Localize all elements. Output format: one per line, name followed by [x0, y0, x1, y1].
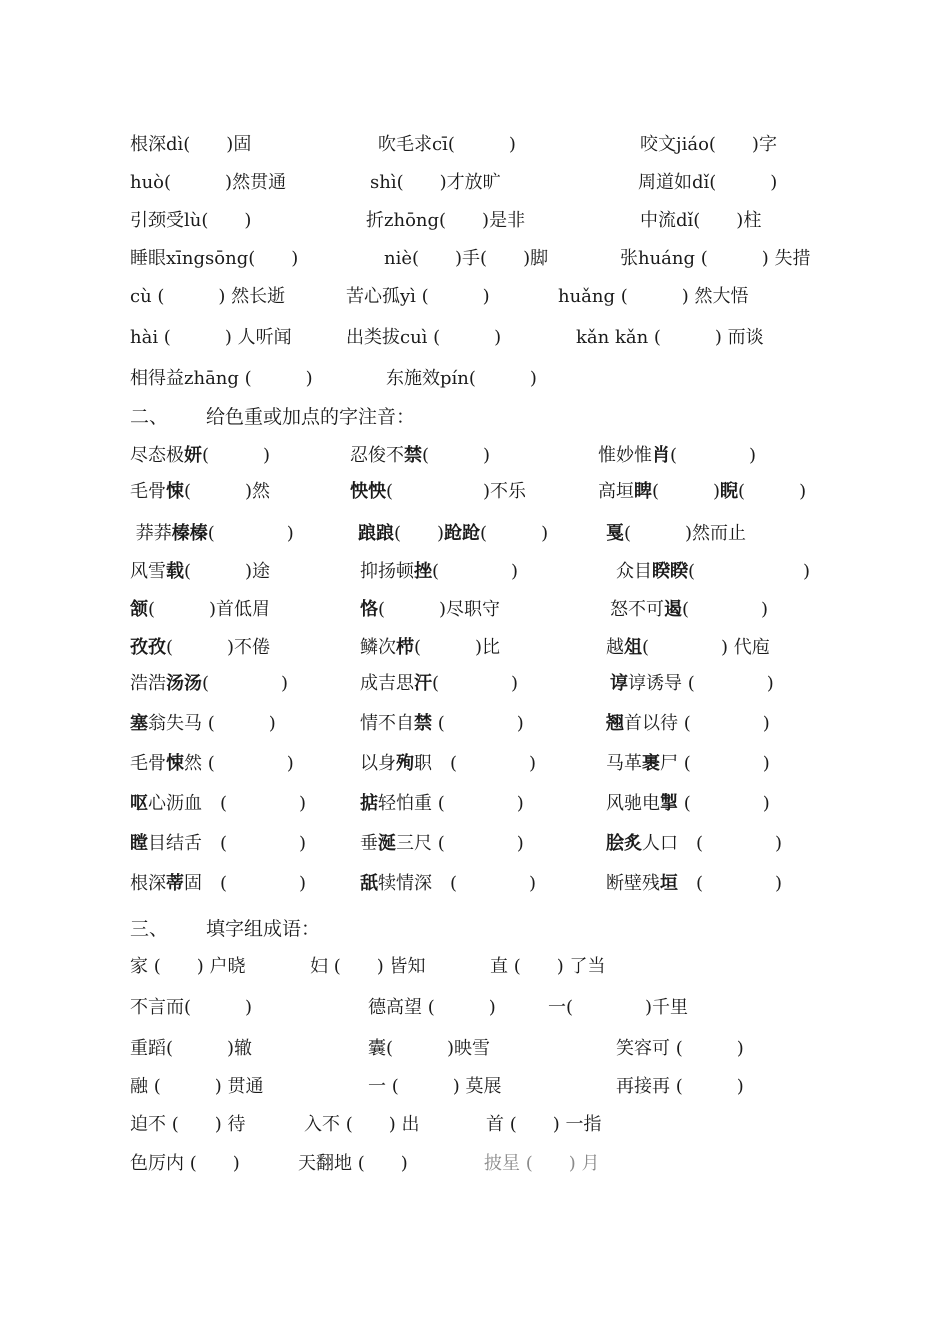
section-title: 给色重或加点的字注音： — [206, 406, 416, 428]
emphasized-char: 掂 — [360, 793, 378, 814]
section-heading-2 — [130, 402, 415, 432]
fill-row — [0, 1072, 950, 1102]
annotate-row — [0, 519, 950, 549]
annotate-item: 以身殉职 ( ) — [360, 753, 537, 774]
annotate-row — [0, 595, 950, 625]
fill-item: 披星 ( ) 月 — [484, 1153, 600, 1174]
pinyin-item: 相得益zhāng ( ) — [130, 368, 313, 389]
annotate-item: 踉踉( )跄跄( ) — [358, 523, 549, 544]
section-heading-3 — [130, 914, 320, 944]
fill-item: 融 ( ) 贯通 — [130, 1076, 264, 1097]
pinyin-item: 吹毛求cī( ) — [378, 134, 516, 155]
annotate-item: 尽态极妍( ) — [130, 445, 271, 466]
pinyin-row — [0, 323, 950, 353]
emphasized-char: 恪 — [360, 599, 378, 620]
annotate-item: 塞翁失马 ( ) — [130, 713, 276, 734]
emphasized-char: 俎 — [624, 637, 642, 658]
annotate-item: 脍炙人口 ( ) — [606, 833, 783, 854]
section-number: 三、 — [130, 918, 169, 940]
emphasized-char: 禁 — [414, 713, 432, 734]
annotate-item: 毛骨悚然 ( ) — [130, 753, 294, 774]
emphasized-char: 翘 — [606, 713, 624, 734]
pinyin-item: 中流dǐ( )柱 — [640, 210, 762, 231]
annotate-item: 高垣睥( )睨( ) — [598, 481, 807, 502]
emphasized-char: 汤汤 — [166, 673, 202, 694]
annotate-row — [0, 477, 950, 507]
fill-item: 笑容可 ( ) — [616, 1038, 744, 1059]
pinyin-row — [0, 364, 950, 394]
fill-item: 色厉内 ( ) — [130, 1153, 240, 1174]
annotate-item: 惟妙惟肖( ) — [598, 445, 757, 466]
annotate-item: 怒不可遏( ) — [610, 599, 769, 620]
emphasized-char: 掣 — [660, 793, 678, 814]
fill-item: 囊( )映雪 — [368, 1038, 491, 1059]
fill-item: 迫不 ( ) 待 — [130, 1114, 246, 1135]
pinyin-item: 周道如dǐ( ) — [638, 172, 778, 193]
annotate-item: 根深蒂固 ( ) — [130, 873, 307, 894]
pinyin-item: 出类拔cuì ( ) — [346, 327, 502, 348]
emphasized-char: 颔 — [130, 599, 148, 620]
emphasized-char: 呕 — [130, 793, 148, 814]
fill-item: 妇 ( ) 皆知 — [310, 956, 426, 977]
annotate-item: 情不自禁 ( ) — [360, 713, 524, 734]
emphasized-char: 悚 — [166, 481, 184, 502]
pinyin-item: 咬文jiáo( )字 — [640, 134, 777, 155]
fill-row — [0, 1034, 950, 1064]
annotate-item: 垂涎三尺 ( ) — [360, 833, 524, 854]
fill-row — [0, 1149, 950, 1179]
fill-item: 直 ( ) 了当 — [490, 956, 606, 977]
section-number: 二、 — [130, 406, 169, 428]
annotate-item: 孜孜( )不倦 — [130, 637, 271, 658]
annotate-item: 谆谆诱导 ( ) — [610, 673, 774, 694]
annotate-item: 抑扬顿挫( ) — [360, 561, 519, 582]
fill-item: 再接再 ( ) — [616, 1076, 744, 1097]
fill-row — [0, 1110, 950, 1140]
fill-item: 不言而( ) — [130, 997, 253, 1018]
emphasized-char: 怏怏 — [350, 481, 386, 502]
fill-item: 入不 ( ) 出 — [304, 1114, 420, 1135]
emphasized-char: 栉 — [396, 637, 414, 658]
pinyin-row — [0, 168, 950, 198]
fill-row — [0, 993, 950, 1023]
emphasized-char: 妍 — [184, 445, 202, 466]
pinyin-row — [0, 206, 950, 236]
fill-item: 重蹈( )辙 — [130, 1038, 253, 1059]
annotate-row — [0, 829, 950, 859]
emphasized-char: 塞 — [130, 713, 148, 734]
annotate-item: 毛骨悚( )然 — [130, 481, 271, 502]
annotate-row — [0, 789, 950, 819]
annotate-item: 戛( )然而止 — [606, 523, 747, 544]
pinyin-row — [0, 282, 950, 312]
pinyin-item: shì( )才放旷 — [370, 172, 501, 193]
fill-row — [0, 952, 950, 982]
pinyin-item: 折zhōng( )是非 — [366, 210, 526, 231]
fill-item: 首 ( ) 一指 — [486, 1114, 602, 1135]
annotate-item: 忍俊不禁( ) — [350, 445, 491, 466]
annotate-item: 成吉思汗( ) — [360, 673, 519, 694]
emphasized-char: 殉 — [396, 753, 414, 774]
emphasized-char: 睨 — [720, 481, 739, 502]
emphasized-char: 禁 — [404, 445, 422, 466]
pinyin-item: 引颈受lù( ) — [130, 210, 252, 231]
emphasized-char: 悚 — [166, 753, 184, 774]
annotate-item: 鳞次栉( )比 — [360, 637, 501, 658]
emphasized-char: 戛 — [606, 523, 624, 544]
annotate-item: 浩浩汤汤( ) — [130, 673, 289, 694]
annotate-item: 风雪载( )途 — [130, 561, 271, 582]
emphasized-char: 遏 — [664, 599, 682, 620]
annotate-row — [0, 441, 950, 471]
emphasized-char: 瞠 — [130, 833, 148, 854]
fill-item: 一( )千里 — [548, 997, 689, 1018]
annotate-row — [0, 669, 950, 699]
annotate-row — [0, 709, 950, 739]
pinyin-item: 东施效pín( ) — [386, 368, 537, 389]
annotate-item: 莽莽榛榛( ) — [130, 523, 294, 544]
emphasized-char: 睥 — [634, 481, 652, 502]
pinyin-item: huǎng ( ) 然大悟 — [558, 286, 749, 307]
emphasized-char: 垣 — [660, 873, 678, 894]
annotate-item: 掂轻怕重 ( ) — [360, 793, 524, 814]
emphasized-char: 蒂 — [166, 873, 184, 894]
annotate-item: 颔( )首低眉 — [130, 599, 271, 620]
fill-item: 家 ( ) 户晓 — [130, 956, 246, 977]
emphasized-char: 肖 — [652, 445, 670, 466]
emphasized-char: 谆 — [610, 673, 628, 694]
emphasized-char: 孜孜 — [130, 637, 166, 658]
annotate-item: 恪( )尽职守 — [360, 599, 501, 620]
emphasized-char: 汗 — [414, 673, 432, 694]
annotate-item: 怏怏( )不乐 — [350, 481, 527, 502]
pinyin-item: huò( )然贯通 — [130, 172, 287, 193]
annotate-item: 呕心沥血 ( ) — [130, 793, 307, 814]
pinyin-item: kǎn kǎn ( ) 而谈 — [576, 327, 764, 348]
annotate-item: 翘首以待 ( ) — [606, 713, 770, 734]
emphasized-char: 榛榛 — [171, 523, 208, 544]
pinyin-item: niè( )手( )脚 — [384, 248, 549, 269]
emphasized-char: 舐 — [360, 873, 378, 894]
fill-item: 天翻地 ( ) — [298, 1153, 408, 1174]
annotate-item: 舐犊情深 ( ) — [360, 873, 537, 894]
emphasized-char: 涎 — [378, 833, 396, 854]
pinyin-item: 苦心孤yì ( ) — [346, 286, 490, 307]
annotate-item: 越俎( ) 代庖 — [606, 637, 770, 658]
annotate-row — [0, 557, 950, 587]
annotate-item: 众目睽睽( ) — [616, 561, 811, 582]
fill-item: 德高望 ( ) — [368, 997, 496, 1018]
annotate-item: 断壁残垣 ( ) — [606, 873, 783, 894]
pinyin-item: 睡眼xīngsōng( ) — [130, 248, 299, 269]
annotate-item: 风驰电掣 ( ) — [606, 793, 770, 814]
emphasized-char: 裹 — [642, 753, 660, 774]
pinyin-row — [0, 244, 950, 274]
annotate-row — [0, 749, 950, 779]
emphasized-char: 睽睽 — [652, 561, 688, 582]
pinyin-item: cù ( ) 然长逝 — [130, 286, 286, 307]
annotate-row — [0, 633, 950, 663]
annotate-row — [0, 869, 950, 899]
pinyin-item: 张huáng ( ) 失措 — [620, 248, 811, 269]
section-title: 填字组成语： — [206, 918, 321, 940]
pinyin-item: hài ( ) 人听闻 — [130, 327, 292, 348]
emphasized-char: 载 — [166, 561, 184, 582]
pinyin-item: 根深dì( )固 — [130, 134, 252, 155]
fill-item: 一 ( ) 莫展 — [368, 1076, 502, 1097]
emphasized-char: 挫 — [414, 561, 432, 582]
pinyin-row — [0, 130, 950, 160]
annotate-item: 瞠目结舌 ( ) — [130, 833, 307, 854]
emphasized-char: 跄跄 — [444, 523, 481, 544]
emphasized-char: 脍炙 — [606, 833, 642, 854]
emphasized-char: 踉踉 — [358, 523, 394, 544]
annotate-item: 马革裹尸 ( ) — [606, 753, 770, 774]
